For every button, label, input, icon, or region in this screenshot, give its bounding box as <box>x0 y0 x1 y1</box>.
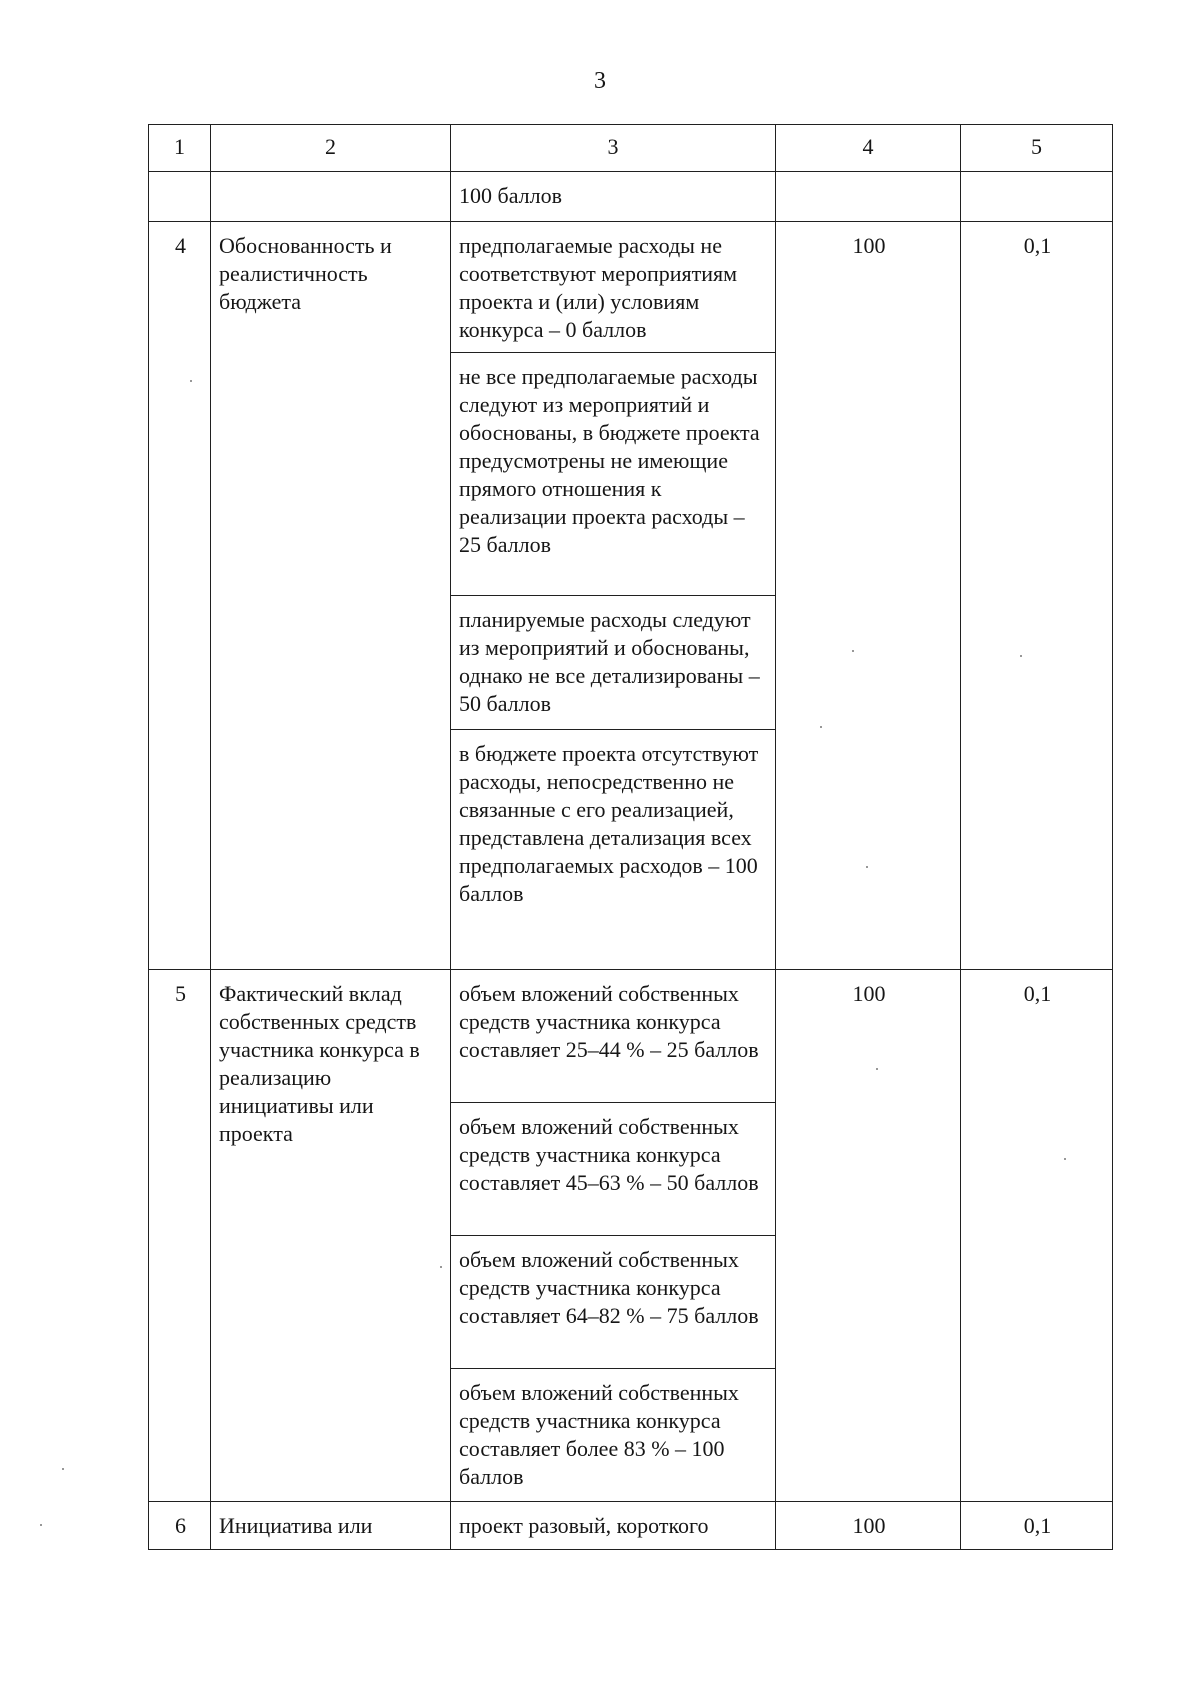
scan-speck <box>40 1524 42 1526</box>
max-score-cell: 100 <box>776 222 961 970</box>
criterion-cell: Инициатива или <box>211 1502 451 1550</box>
level-cell: объем вложений собственных средств участника конкурса составляет 64–82 % – 75 баллов <box>451 1236 776 1369</box>
table-row <box>149 1502 1113 1550</box>
level-cell: объем вложений собственных средств участника конкурса составляет 45–63 % – 50 баллов <box>451 1103 776 1236</box>
row-number: 4 <box>149 222 211 970</box>
header-cell: 5 <box>961 125 1113 172</box>
level-cell: объем вложений собственных средств участника конкурса составляет более 83 % – 100 баллов <box>451 1369 776 1502</box>
scan-speck <box>866 866 868 868</box>
continuation-row <box>149 172 1113 222</box>
scan-speck <box>876 1068 878 1070</box>
weight-cell: 0,1 <box>961 222 1113 970</box>
scan-speck <box>62 1468 64 1470</box>
header-cell: 4 <box>776 125 961 172</box>
level-cell: предполагаемые расходы не соответствуют мероприятиям проекта и (или) условиям конкурса – 0 баллов <box>451 222 776 353</box>
max-score-cell: 100 <box>776 1502 961 1550</box>
scan-speck <box>440 1266 442 1268</box>
page-number: 3 <box>594 68 606 94</box>
header-cell: 1 <box>149 125 211 172</box>
criteria-table <box>148 124 1113 1550</box>
table-row <box>149 222 1113 353</box>
weight-cell: 0,1 <box>961 970 1113 1502</box>
criterion-cell: Фактический вклад собственных средств участника конкурса в реализацию инициативы или проекта <box>211 970 451 1502</box>
level-cell: проект разовый, короткого <box>451 1502 776 1550</box>
scan-speck <box>820 726 822 728</box>
level-cell: не все предполагаемые расходы следуют из мероприятий и обоснованы, в бюджете проекта предусмотрены не имеющие прямого отношения к реализации проекта расходы – 25 баллов <box>451 353 776 596</box>
level-cell: планируемые расходы следуют из мероприятий и обоснованы, однако не все детализированы – 50 баллов <box>451 596 776 730</box>
level-cell: объем вложений собственных средств участника конкурса составляет 25–44 % – 25 баллов <box>451 970 776 1103</box>
scan-speck <box>852 650 854 652</box>
max-score-cell: 100 <box>776 970 961 1502</box>
table-cell <box>776 172 961 222</box>
table-cell <box>211 172 451 222</box>
table-row <box>149 970 1113 1103</box>
scan-speck <box>1020 655 1022 657</box>
scan-speck <box>190 380 192 382</box>
scan-speck <box>1064 1158 1066 1160</box>
header-cell: 3 <box>451 125 776 172</box>
criterion-cell: Обоснованность и реалистичность бюджета <box>211 222 451 970</box>
table-cell <box>961 172 1113 222</box>
row-number: 5 <box>149 970 211 1502</box>
row-number: 6 <box>149 1502 211 1550</box>
table-cell <box>149 172 211 222</box>
header-cell: 2 <box>211 125 451 172</box>
weight-cell: 0,1 <box>961 1502 1113 1550</box>
level-cell: в бюджете проекта отсутствуют расходы, непосредственно не связанные с его реализацией, представлена детализация всех предполагаемых расходов – 100 баллов <box>451 730 776 970</box>
level-cell: 100 баллов <box>451 172 776 222</box>
table-header-row <box>149 125 1113 172</box>
